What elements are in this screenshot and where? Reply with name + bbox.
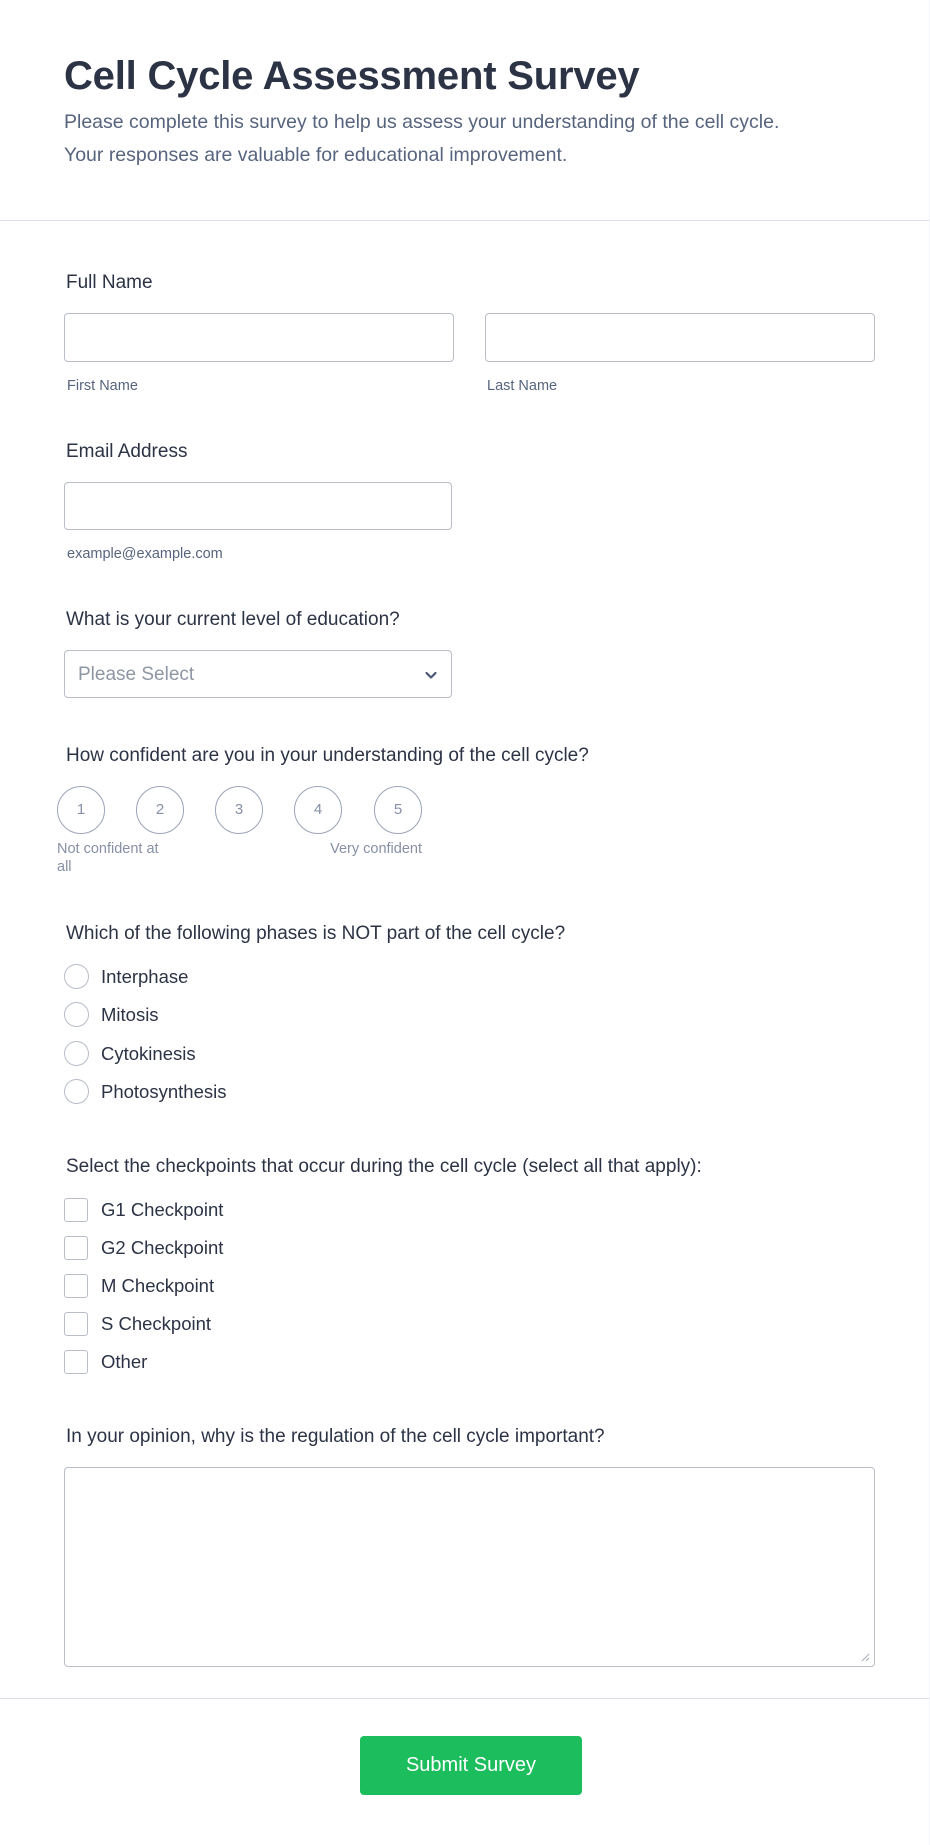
checkpoints-label: Select the checkpoints that occur during the cell cycle (select all that apply):: [66, 1156, 702, 1177]
rating-option-4[interactable]: 4: [294, 786, 342, 834]
email-input[interactable]: [64, 482, 452, 530]
checkbox-s[interactable]: [64, 1312, 88, 1336]
last-name-sublabel: Last Name: [487, 378, 558, 394]
rating-option-1[interactable]: 1: [57, 786, 105, 834]
education-select[interactable]: [64, 650, 452, 698]
rating-option-3[interactable]: 3: [215, 786, 263, 834]
first-name-input[interactable]: [64, 313, 454, 362]
checkbox-g2[interactable]: [64, 1236, 88, 1260]
rating-min-caption: Not confident at all: [57, 841, 159, 875]
opinion-textarea[interactable]: [64, 1467, 875, 1667]
rating-max-caption: Very confident: [330, 841, 422, 857]
checkbox-label-s[interactable]: S Checkpoint: [101, 1313, 212, 1334]
phase-question-label: Which of the following phases is NOT part of the cell cycle?: [66, 923, 566, 944]
checkbox-m[interactable]: [64, 1274, 88, 1298]
confidence-label: How confident are you in your understanding of the cell cycle?: [66, 745, 589, 766]
subtitle-line-1: Please complete this survey to help us assess your understanding of the cell cycle.: [64, 111, 780, 133]
radio-label-mitosis[interactable]: Mitosis: [101, 1004, 159, 1025]
radio-interphase[interactable]: [64, 964, 89, 989]
radio-photosynthesis[interactable]: [64, 1079, 89, 1104]
rating-option-5[interactable]: 5: [374, 786, 422, 834]
radio-cytokinesis[interactable]: [64, 1041, 89, 1066]
subtitle-line-2: Your responses are valuable for educational improvement.: [64, 144, 568, 166]
checkbox-label-m[interactable]: M Checkpoint: [101, 1275, 215, 1296]
resize-grip-icon[interactable]: [860, 1652, 870, 1662]
page-subtitle: [64, 106, 884, 172]
last-name-input[interactable]: [485, 313, 875, 362]
first-name-sublabel: First Name: [67, 378, 138, 394]
header-divider: [0, 220, 929, 221]
page-title: Cell Cycle Assessment Survey: [64, 54, 640, 98]
checkbox-label-g2[interactable]: G2 Checkpoint: [101, 1237, 224, 1258]
opinion-label: In your opinion, why is the regulation of the cell cycle important?: [66, 1426, 605, 1447]
email-label: Email Address: [66, 441, 188, 462]
radio-mitosis[interactable]: [64, 1002, 89, 1027]
radio-label-cytokinesis[interactable]: Cytokinesis: [101, 1043, 196, 1064]
education-select-value: Please Select: [78, 664, 195, 685]
checkbox-label-g1[interactable]: G1 Checkpoint: [101, 1199, 224, 1220]
full-name-label: Full Name: [66, 272, 153, 293]
checkbox-label-other[interactable]: Other: [101, 1351, 148, 1372]
radio-label-interphase[interactable]: Interphase: [101, 966, 189, 987]
education-label: What is your current level of education?: [66, 609, 400, 630]
submit-survey-button[interactable]: Submit Survey: [360, 1736, 582, 1795]
checkbox-other[interactable]: [64, 1350, 88, 1374]
checkbox-g1[interactable]: [64, 1198, 88, 1222]
footer-divider: [0, 1698, 929, 1699]
rating-option-2[interactable]: 2: [136, 786, 184, 834]
radio-label-photosynthesis[interactable]: Photosynthesis: [101, 1081, 227, 1102]
chevron-down-icon: [423, 667, 439, 683]
email-sublabel: example@example.com: [67, 546, 223, 562]
